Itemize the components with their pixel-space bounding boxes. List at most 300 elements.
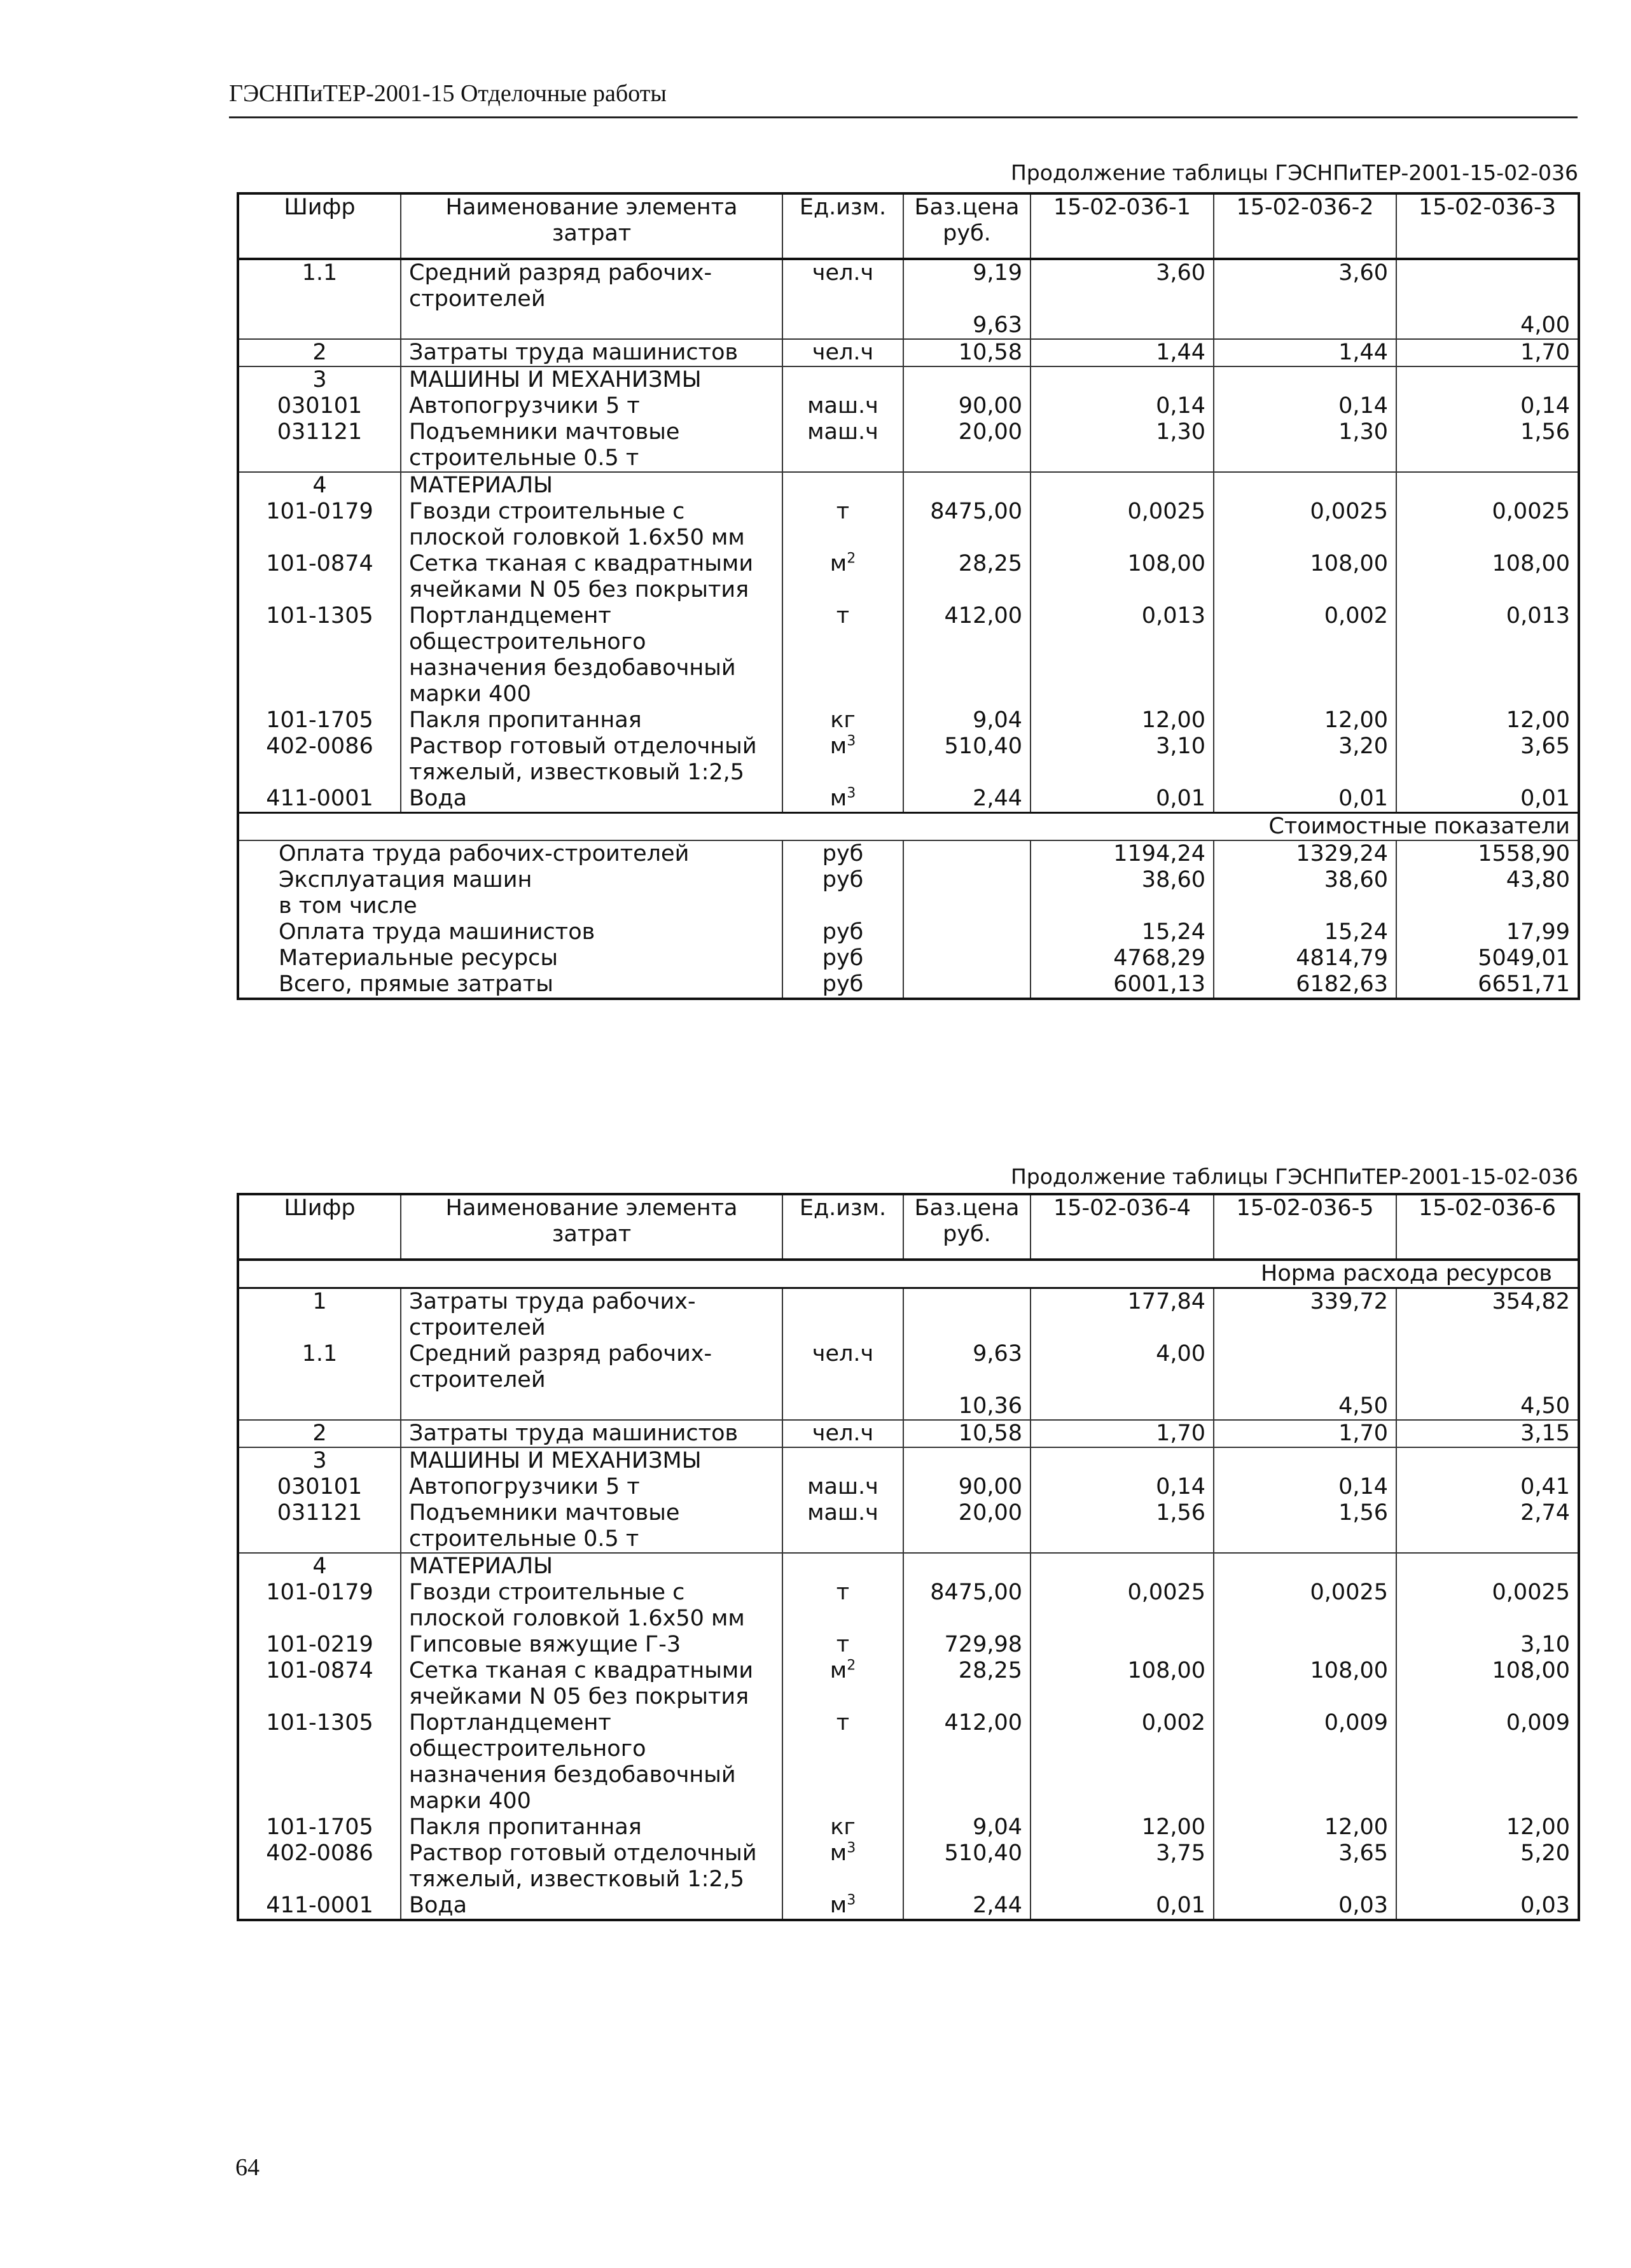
code-cell: 031121 [238, 1500, 401, 1553]
unit-cell: $м^2$ [782, 1658, 903, 1710]
price-cell: 8475,00 [903, 1580, 1031, 1632]
name-cell: Подъемники мачтовые строительные 0.5 т [401, 1500, 782, 1553]
totals-value: 4814,79 [1214, 945, 1396, 971]
value-cell: 0,0025 [1214, 499, 1396, 551]
value-cell: 12,00 [1396, 1814, 1579, 1840]
unit-cell [782, 1288, 903, 1342]
price-cell [903, 867, 1031, 893]
totals-unit: руб [782, 971, 903, 999]
value-cell: 0,01 [1396, 786, 1579, 813]
totals-unit: руб [782, 867, 903, 893]
totals-value: 6182,63 [1214, 971, 1396, 999]
name-cell: Пакля пропитанная [401, 707, 782, 734]
value-cell: 3,75 [1031, 1840, 1214, 1893]
price-cell [903, 919, 1031, 945]
price-cell [903, 1553, 1031, 1580]
name-cell: Портландцемент общестроительного назначения бездобавочный марки 400 [401, 1710, 782, 1814]
value-cell [1396, 472, 1579, 499]
unit-cell: $м^2$ [782, 551, 903, 603]
price-cell [903, 472, 1031, 499]
value-cell [1214, 1553, 1396, 1580]
code-cell: 402-0086 [238, 734, 401, 786]
name-cell: Подъемники мачтовые строительные 0.5 т [401, 419, 782, 472]
code-cell: 101-1305 [238, 1710, 401, 1814]
unit-cell [782, 1393, 903, 1420]
value-cell [1031, 1632, 1214, 1658]
unit-cell: $м^3$ [782, 734, 903, 786]
value-cell: 12,00 [1396, 707, 1579, 734]
value-cell: 3,65 [1214, 1840, 1396, 1893]
value-cell [1031, 1393, 1214, 1420]
value-cell: 5,20 [1396, 1840, 1579, 1893]
value-cell [1214, 472, 1396, 499]
table-row [238, 1420, 1579, 1447]
code-cell: 1.1 [238, 259, 401, 312]
value-cell: 108,00 [1214, 551, 1396, 603]
value-cell: 1,56 [1396, 419, 1579, 472]
table-row [238, 259, 1579, 312]
code-cell: 2 [238, 339, 401, 366]
table-row [238, 312, 1579, 339]
table-row [238, 499, 1579, 551]
table-row [238, 551, 1579, 603]
header-row [238, 1194, 1579, 1260]
table-row [238, 1814, 1579, 1840]
code-cell: 1.1 [238, 1341, 401, 1393]
column-header: 15-02-036-4 [1031, 1194, 1214, 1260]
code-cell: 101-1705 [238, 707, 401, 734]
name-cell: МАТЕРИАЛЫ [401, 472, 782, 499]
code-cell: 402-0086 [238, 1840, 401, 1893]
price-cell: 28,25 [903, 551, 1031, 603]
value-cell [1031, 1447, 1214, 1474]
unit-cell: маш.ч [782, 1474, 903, 1500]
price-cell: 8475,00 [903, 499, 1031, 551]
price-cell: 9,04 [903, 1814, 1031, 1840]
price-cell: 20,00 [903, 419, 1031, 472]
table-row [238, 1580, 1579, 1632]
totals-value [1031, 893, 1214, 919]
column-header: Ед.изм. [782, 1194, 903, 1260]
unit-exponent: 3 [847, 1892, 856, 1909]
totals-row [238, 945, 1579, 971]
header-row [238, 193, 1579, 259]
value-cell: 0,002 [1031, 1710, 1214, 1814]
name-cell: Гвозди строительные с плоской головкой 1.6x50 мм [401, 1580, 782, 1632]
column-header: Шифр [238, 1194, 401, 1260]
value-cell: 0,14 [1214, 1474, 1396, 1500]
price-cell: 412,00 [903, 603, 1031, 707]
price-cell: 9,63 [903, 1341, 1031, 1393]
value-cell [1214, 366, 1396, 393]
code-cell: 031121 [238, 419, 401, 472]
code-cell: 3 [238, 366, 401, 393]
price-cell [903, 1288, 1031, 1342]
value-cell: 3,10 [1031, 734, 1214, 786]
table-row [238, 1893, 1579, 1920]
code-cell: 101-0219 [238, 1632, 401, 1658]
code-cell: 411-0001 [238, 1893, 401, 1920]
table-row [238, 786, 1579, 813]
name-cell: МАШИНЫ И МЕХАНИЗМЫ [401, 1447, 782, 1474]
unit-cell: чел.ч [782, 1341, 903, 1393]
totals-label: Оплата труда машинистов [238, 919, 782, 945]
code-cell: 030101 [238, 393, 401, 419]
table1-body [238, 259, 1579, 999]
unit-exponent: 3 [847, 733, 856, 749]
code-cell: 4 [238, 1553, 401, 1580]
value-cell: 12,00 [1214, 1814, 1396, 1840]
unit-cell [782, 366, 903, 393]
price-cell: 10,58 [903, 1420, 1031, 1447]
unit-cell: т [782, 1632, 903, 1658]
totals-value: 4768,29 [1031, 945, 1214, 971]
code-cell: 101-1305 [238, 603, 401, 707]
unit-cell: т [782, 1580, 903, 1632]
value-cell: 4,00 [1396, 312, 1579, 339]
unit-cell: т [782, 1710, 903, 1814]
price-cell: 10,36 [903, 1393, 1031, 1420]
value-cell: 3,15 [1396, 1420, 1579, 1447]
value-cell [1031, 366, 1214, 393]
totals-label: Материальные ресурсы [238, 945, 782, 971]
value-cell: 1,70 [1214, 1420, 1396, 1447]
code-cell: 101-0179 [238, 499, 401, 551]
table-row [238, 1447, 1579, 1474]
unit-cell [782, 1447, 903, 1474]
value-cell: 0,009 [1396, 1710, 1579, 1814]
totals-value: 1329,24 [1214, 840, 1396, 867]
code-cell: 101-1705 [238, 1814, 401, 1840]
table-row [238, 339, 1579, 366]
unit-cell: т [782, 603, 903, 707]
unit-cell: маш.ч [782, 419, 903, 472]
value-cell [1031, 312, 1214, 339]
totals-value: 6001,13 [1031, 971, 1214, 999]
price-cell [903, 971, 1031, 999]
unit-cell: т [782, 499, 903, 551]
column-header: 15-02-036-5 [1214, 1194, 1396, 1260]
code-cell [238, 1393, 401, 1420]
value-cell: 2,74 [1396, 1500, 1579, 1553]
value-cell: 354,82 [1396, 1288, 1579, 1342]
price-cell: 729,98 [903, 1632, 1031, 1658]
value-cell: 0,01 [1031, 786, 1214, 813]
code-cell: 2 [238, 1420, 401, 1447]
unit-exponent: 3 [847, 785, 856, 802]
value-cell: 3,60 [1214, 259, 1396, 312]
name-cell: Автопогрузчики 5 т [401, 1474, 782, 1500]
cost-header-row [238, 813, 1579, 841]
code-cell [238, 312, 401, 339]
value-cell: 0,14 [1396, 393, 1579, 419]
name-cell: Средний разряд рабочих-строителей [401, 259, 782, 312]
name-cell: Средний разряд рабочих-строителей [401, 1341, 782, 1393]
value-cell: 0,013 [1396, 603, 1579, 707]
unit-cell: чел.ч [782, 1420, 903, 1447]
value-cell: 0,03 [1396, 1893, 1579, 1920]
price-cell [903, 840, 1031, 867]
unit-cell [782, 472, 903, 499]
unit-cell: кг [782, 707, 903, 734]
value-cell: 12,00 [1214, 707, 1396, 734]
table1 [237, 192, 1580, 1000]
table-row [238, 1500, 1579, 1553]
table-row [238, 393, 1579, 419]
value-cell [1214, 1632, 1396, 1658]
totals-row [238, 840, 1579, 867]
value-cell: 0,009 [1214, 1710, 1396, 1814]
price-cell: 510,40 [903, 734, 1031, 786]
totals-value: 1558,90 [1396, 840, 1579, 867]
table2-body [238, 1260, 1579, 1920]
cost-header: Стоимостные показатели [238, 813, 1579, 841]
totals-value: 1194,24 [1031, 840, 1214, 867]
value-cell [1396, 1341, 1579, 1393]
code-cell: 101-0874 [238, 1658, 401, 1710]
value-cell: 1,44 [1214, 339, 1396, 366]
price-cell: 2,44 [903, 1893, 1031, 1920]
column-header: 15-02-036-1 [1031, 193, 1214, 259]
totals-label: в том числе [238, 893, 782, 919]
name-cell: Портландцемент общестроительного назначения бездобавочный марки 400 [401, 603, 782, 707]
value-cell: 108,00 [1396, 551, 1579, 603]
value-cell [1396, 259, 1579, 312]
value-cell: 0,013 [1031, 603, 1214, 707]
value-cell: 0,0025 [1396, 1580, 1579, 1632]
totals-unit [782, 893, 903, 919]
value-cell: 108,00 [1031, 551, 1214, 603]
code-cell: 101-0874 [238, 551, 401, 603]
totals-value [1214, 893, 1396, 919]
value-cell: 108,00 [1214, 1658, 1396, 1710]
name-cell: Раствор готовый отделочный тяжелый, известковый 1:2,5 [401, 734, 782, 786]
table1-header [238, 193, 1579, 259]
name-cell: Затраты труда машинистов [401, 1420, 782, 1447]
totals-unit: руб [782, 840, 903, 867]
value-cell: 1,56 [1214, 1500, 1396, 1553]
table2-caption: Продолжение таблицы ГЭСНПиТЕР-2001-15-02-036 [1010, 1164, 1578, 1189]
value-cell: 0,002 [1214, 603, 1396, 707]
column-header: 15-02-036-2 [1214, 193, 1396, 259]
value-cell: 177,84 [1031, 1288, 1214, 1342]
totals-label: Всего, прямые затраты [238, 971, 782, 999]
totals-value: 15,24 [1214, 919, 1396, 945]
table-row [238, 1393, 1579, 1420]
value-cell: 0,0025 [1214, 1580, 1396, 1632]
totals-value: 5049,01 [1396, 945, 1579, 971]
totals-unit: руб [782, 919, 903, 945]
table-row [238, 1288, 1579, 1342]
table1-caption: Продолжение таблицы ГЭСНПиТЕР-2001-15-02-036 [1010, 160, 1578, 185]
value-cell: 0,14 [1214, 393, 1396, 419]
unit-exponent: 2 [847, 550, 856, 567]
value-cell: 0,41 [1396, 1474, 1579, 1500]
code-cell: 101-0179 [238, 1580, 401, 1632]
price-cell: 28,25 [903, 1658, 1031, 1710]
price-cell [903, 1447, 1031, 1474]
totals-row [238, 971, 1579, 999]
totals-value [1396, 893, 1579, 919]
name-cell: Сетка тканая с квадратными ячейками N 05 без покрытия [401, 551, 782, 603]
value-cell [1031, 1553, 1214, 1580]
totals-row [238, 919, 1579, 945]
value-cell: 4,00 [1031, 1341, 1214, 1393]
value-cell: 1,30 [1031, 419, 1214, 472]
column-header: Баз.цена руб. [903, 193, 1031, 259]
unit-cell: маш.ч [782, 393, 903, 419]
value-cell: 3,60 [1031, 259, 1214, 312]
price-cell [903, 945, 1031, 971]
value-cell: 339,72 [1214, 1288, 1396, 1342]
value-cell: 4,50 [1396, 1393, 1579, 1420]
unit-cell: $м^3$ [782, 1840, 903, 1893]
table-row [238, 1658, 1579, 1710]
value-cell: 0,14 [1031, 393, 1214, 419]
value-cell [1031, 472, 1214, 499]
unit-cell: чел.ч [782, 259, 903, 312]
name-cell: МАШИНЫ И МЕХАНИЗМЫ [401, 366, 782, 393]
name-cell: Затраты труда рабочих-строителей [401, 1288, 782, 1342]
name-cell [401, 1393, 782, 1420]
code-cell: 411-0001 [238, 786, 401, 813]
totals-value: 43,80 [1396, 867, 1579, 893]
table-row [238, 1553, 1579, 1580]
name-cell: Вода [401, 786, 782, 813]
totals-row [238, 867, 1579, 893]
norm-header-row [238, 1260, 1579, 1288]
unit-cell: кг [782, 1814, 903, 1840]
code-cell: 4 [238, 472, 401, 499]
totals-value: 38,60 [1214, 867, 1396, 893]
unit-cell [782, 312, 903, 339]
column-header: Ед.изм. [782, 193, 903, 259]
price-cell: 2,44 [903, 786, 1031, 813]
price-cell [903, 893, 1031, 919]
value-cell [1396, 1553, 1579, 1580]
value-cell: 1,56 [1031, 1500, 1214, 1553]
value-cell: 108,00 [1031, 1658, 1214, 1710]
unit-exponent: 3 [847, 1840, 856, 1856]
value-cell: 3,10 [1396, 1632, 1579, 1658]
name-cell: МАТЕРИАЛЫ [401, 1553, 782, 1580]
price-cell: 9,63 [903, 312, 1031, 339]
value-cell: 4,50 [1214, 1393, 1396, 1420]
column-header: Баз.цена руб. [903, 1194, 1031, 1260]
name-cell: Вода [401, 1893, 782, 1920]
page-number: 64 [235, 2154, 260, 2181]
running-title: ГЭСНПиТЕР-2001-15 Отделочные работы [229, 80, 667, 107]
code-cell: 3 [238, 1447, 401, 1474]
name-cell: Затраты труда машинистов [401, 339, 782, 366]
table-row [238, 419, 1579, 472]
norm-header: Норма расхода ресурсов [238, 1260, 1579, 1288]
value-cell [1396, 1447, 1579, 1474]
unit-cell: чел.ч [782, 339, 903, 366]
name-cell: Гвозди строительные с плоской головкой 1.6x50 мм [401, 499, 782, 551]
table2 [237, 1193, 1580, 1921]
value-cell: 0,0025 [1396, 499, 1579, 551]
table-row [238, 1474, 1579, 1500]
totals-value: 17,99 [1396, 919, 1579, 945]
table2-header [238, 1194, 1579, 1260]
column-header: 15-02-036-6 [1396, 1194, 1579, 1260]
unit-cell: $м^3$ [782, 786, 903, 813]
value-cell: 1,70 [1396, 339, 1579, 366]
table-row [238, 734, 1579, 786]
price-cell: 10,58 [903, 339, 1031, 366]
totals-value: 38,60 [1031, 867, 1214, 893]
price-cell: 90,00 [903, 393, 1031, 419]
value-cell: 0,01 [1031, 1893, 1214, 1920]
value-cell: 12,00 [1031, 1814, 1214, 1840]
value-cell: 0,03 [1214, 1893, 1396, 1920]
price-cell: 9,04 [903, 707, 1031, 734]
totals-label: Эксплуатация машин [238, 867, 782, 893]
price-cell: 90,00 [903, 1474, 1031, 1500]
table-row [238, 603, 1579, 707]
value-cell: 3,20 [1214, 734, 1396, 786]
column-header: Шифр [238, 193, 401, 259]
name-cell: Пакля пропитанная [401, 1814, 782, 1840]
value-cell: 0,0025 [1031, 499, 1214, 551]
column-header: Наименование элемента затрат [401, 1194, 782, 1260]
value-cell [1214, 1447, 1396, 1474]
value-cell [1214, 312, 1396, 339]
totals-value: 15,24 [1031, 919, 1214, 945]
name-cell: Сетка тканая с квадратными ячейками N 05 без покрытия [401, 1658, 782, 1710]
totals-unit: руб [782, 945, 903, 971]
value-cell: 0,0025 [1031, 1580, 1214, 1632]
unit-cell: $м^3$ [782, 1893, 903, 1920]
name-cell: Гипсовые вяжущие Г-3 [401, 1632, 782, 1658]
value-cell: 0,01 [1214, 786, 1396, 813]
table-row [238, 472, 1579, 499]
value-cell: 1,30 [1214, 419, 1396, 472]
value-cell: 0,14 [1031, 1474, 1214, 1500]
column-header: Наименование элемента затрат [401, 193, 782, 259]
totals-label: Оплата труда рабочих-строителей [238, 840, 782, 867]
table-row [238, 1710, 1579, 1814]
price-cell [903, 366, 1031, 393]
value-cell: 1,44 [1031, 339, 1214, 366]
table-row [238, 366, 1579, 393]
table-row [238, 1341, 1579, 1393]
name-cell: Раствор готовый отделочный тяжелый, известковый 1:2,5 [401, 1840, 782, 1893]
value-cell: 108,00 [1396, 1658, 1579, 1710]
name-cell: Автопогрузчики 5 т [401, 393, 782, 419]
code-cell: 030101 [238, 1474, 401, 1500]
value-cell: 3,65 [1396, 734, 1579, 786]
price-cell: 20,00 [903, 1500, 1031, 1553]
unit-cell [782, 1553, 903, 1580]
table-row [238, 707, 1579, 734]
price-cell: 9,19 [903, 259, 1031, 312]
totals-value: 6651,71 [1396, 971, 1579, 999]
price-cell: 510,40 [903, 1840, 1031, 1893]
code-cell: 1 [238, 1288, 401, 1342]
value-cell: 1,70 [1031, 1420, 1214, 1447]
name-cell [401, 312, 782, 339]
unit-cell: маш.ч [782, 1500, 903, 1553]
value-cell [1396, 366, 1579, 393]
totals-row [238, 893, 1579, 919]
unit-exponent: 2 [847, 1657, 856, 1674]
table-row [238, 1840, 1579, 1893]
value-cell: 12,00 [1031, 707, 1214, 734]
price-cell: 412,00 [903, 1710, 1031, 1814]
value-cell [1214, 1341, 1396, 1393]
